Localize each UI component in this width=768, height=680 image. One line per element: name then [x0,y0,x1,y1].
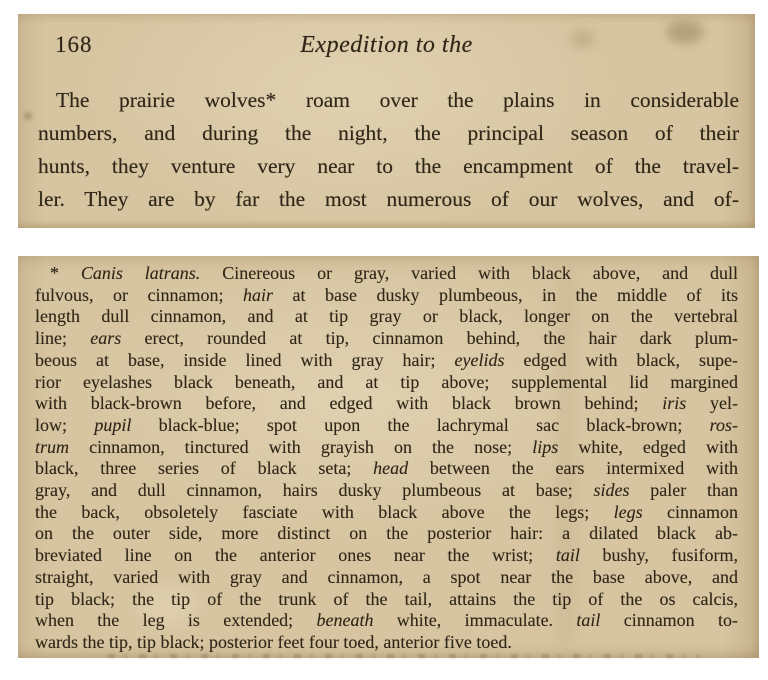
scan-fragment-footnote [18,256,759,658]
text-line: trum cinnamon, tinctured with grayish on the nose; lips white, edged with [35,436,738,457]
text-line: on the outer side, more distinct on the posterior hair: a dilated black ab- [35,523,738,544]
footnote-paragraph [35,263,738,654]
text-line: tip black; the tip of the trunk of the tail, attains the tip of the os calcis, [35,588,738,609]
text-line: line; ears erect, rounded at tip, cinnamon behind, the hair dark plum- [35,328,738,349]
text-line: The prairie wolves* roam over the plains in considerable [56,88,739,112]
text-line: when the leg is extended; beneath white, immaculate. tail cinnamon to- [35,610,738,631]
text-line: black, three series of black seta; head between the ears intermixed with [35,458,738,479]
page-header [18,32,755,64]
text-line: beous at base, inside lined with gray hair; eyelids edged with black, supe- [35,349,738,370]
main-paragraph [38,84,739,216]
text-line: with black-brown before, and edged with black brown behind; iris yel- [35,393,738,414]
text-line: rior eyelashes black beneath, and at tip above; supplemental lid margined [35,371,738,392]
text-line: ler. They are by far the most numerous of our wolves, and of- [38,187,739,211]
text-line: wards the tip, tip black; posterior feet four toed, anterior five toed. [35,631,512,652]
text-line: fulvous, or cinnamon; hair at base dusky plumbeous, in the middle of its [35,284,738,305]
text-line: length dull cinnamon, and at tip gray or black, longer on the vertebral [35,306,738,327]
scan-fragment-top [18,14,755,228]
text-line: low; pupil black-blue; spot upon the lachrymal sac black-brown; ros- [35,414,738,435]
paper-stain [24,112,32,120]
page-number: 168 [55,32,93,57]
text-line: straight, varied with gray and cinnamon, a spot near the base above, and [35,566,738,587]
text-line: hunts, they venture very near to the encampment of the travel- [38,154,739,178]
text-line: breviated line on the anterior ones near the wrist; tail bushy, fusiform, [35,545,739,566]
text-line: gray, and dull cinnamon, hairs dusky plumbeous at base; sides paler than [35,480,738,501]
text-line: the back, obsoletely fasciate with black above the legs; legs cinnamon [35,501,739,522]
running-title: Expedition to the [300,32,473,58]
text-line: numbers, and during the night, the principal season of their [38,121,739,145]
text-line: * Canis latrans. Cinereous or gray, varied with black above, and dull [50,263,739,283]
cropped-text-artifact [108,654,699,658]
